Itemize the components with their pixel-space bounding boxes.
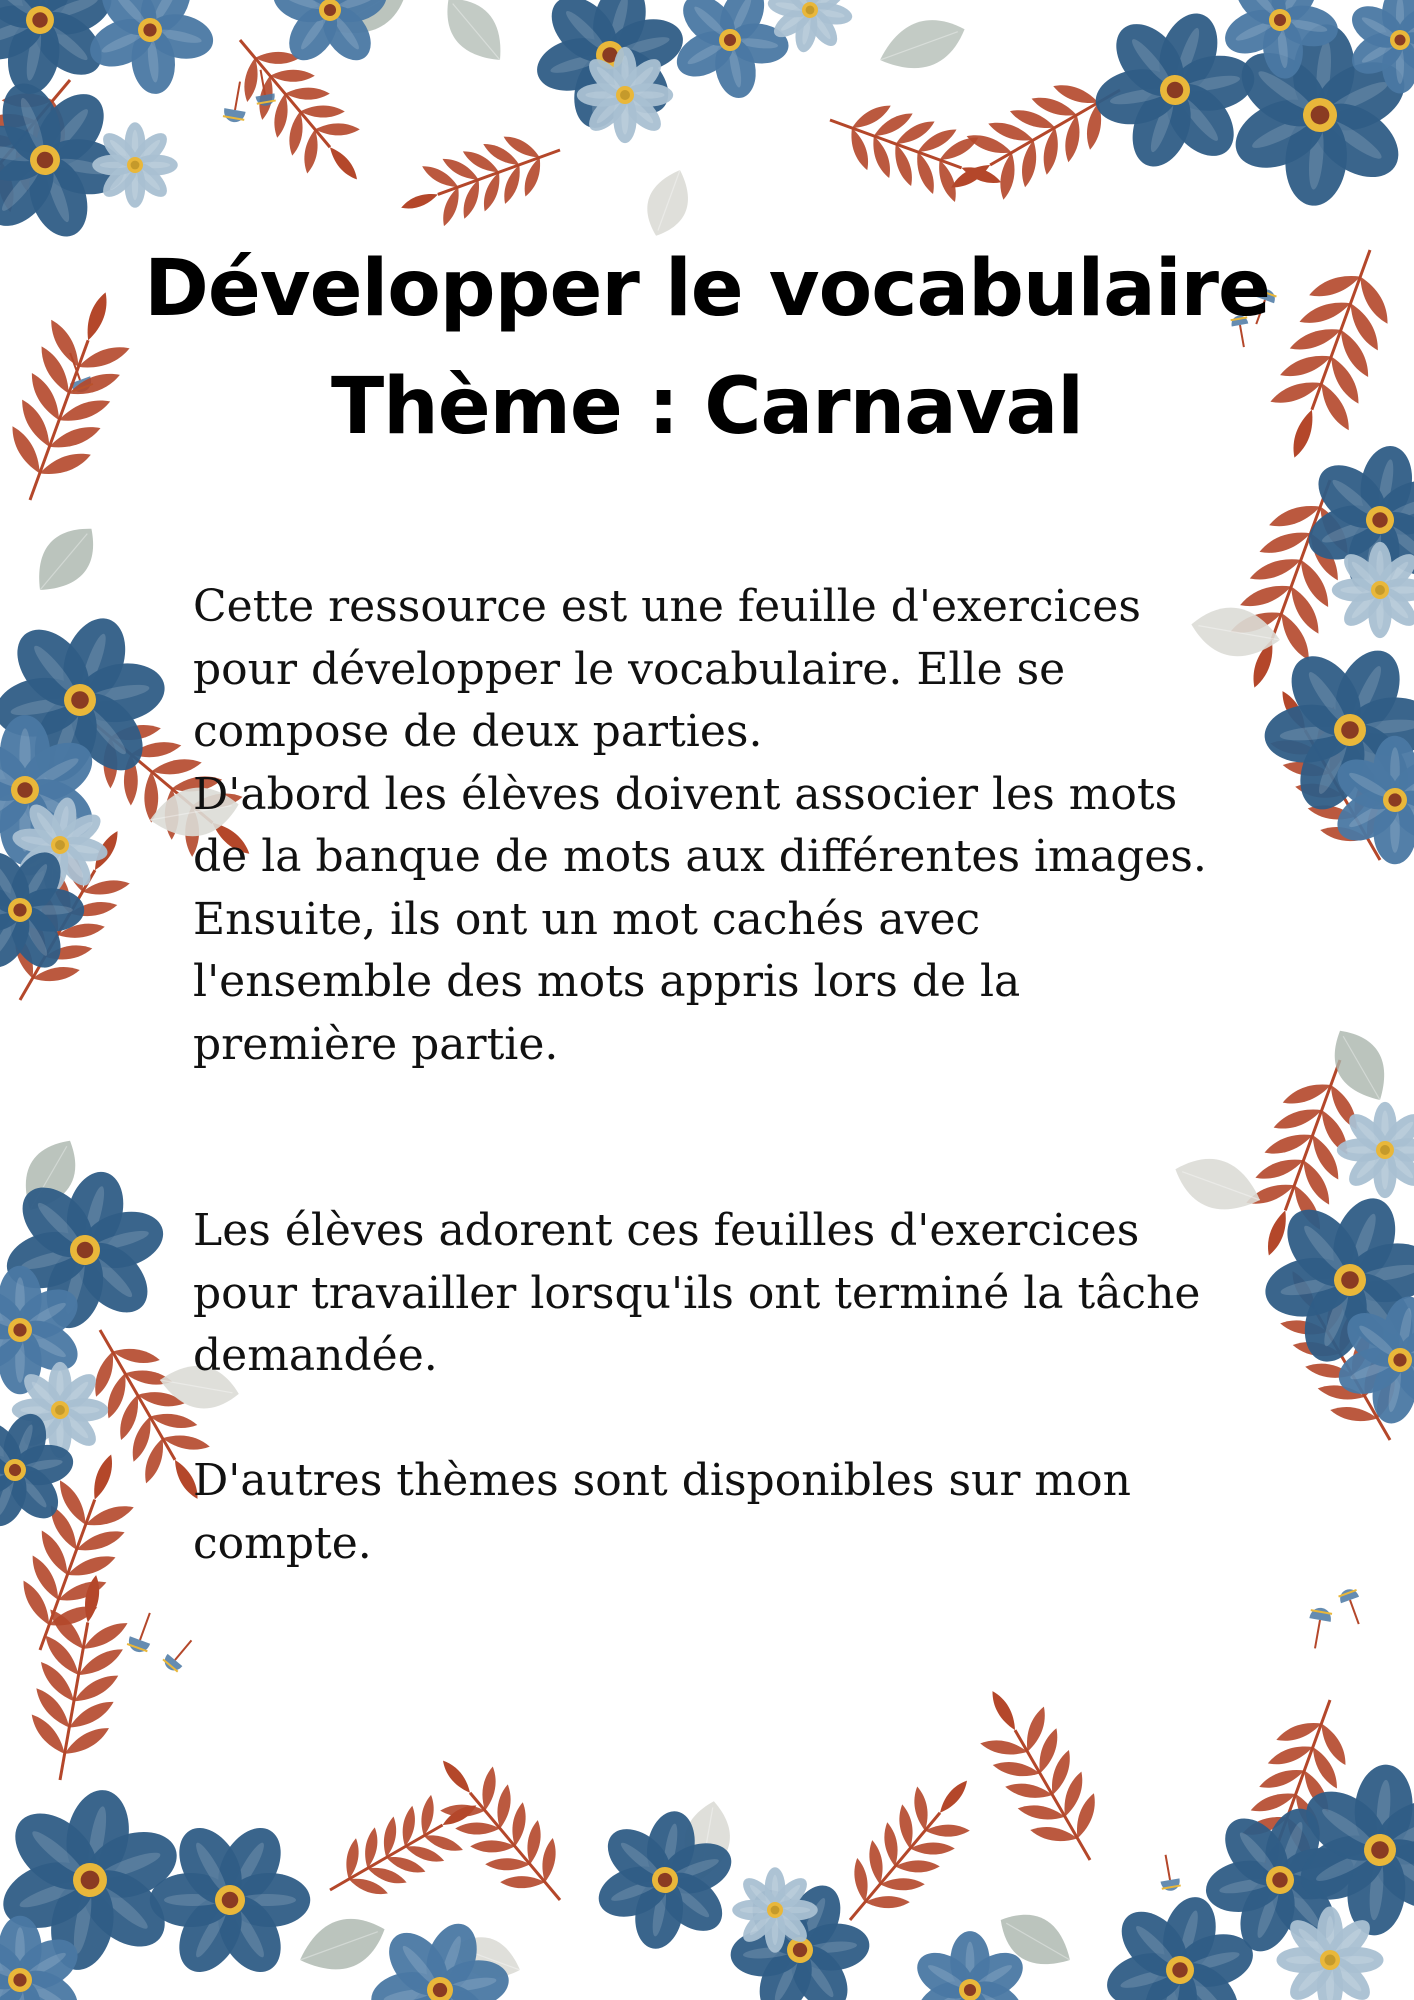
bell-flower-decoration xyxy=(1304,1606,1332,1650)
text-line: première partie. xyxy=(193,1018,559,1070)
leaf-decoration xyxy=(1321,1019,1400,1111)
bell-flower-decoration xyxy=(161,1634,199,1674)
bell-flower-decoration xyxy=(126,1609,160,1655)
leaf-decoration xyxy=(23,514,109,604)
text-line: l'ensemble des mots appris lors de la xyxy=(193,956,1021,1007)
flower-decoration xyxy=(732,1867,818,1953)
title-line-1: Développer le vocabulaire xyxy=(144,244,1270,334)
leaf-decoration xyxy=(872,8,972,81)
text-line: compte. xyxy=(193,1517,372,1569)
text-line: compose de deux parties. xyxy=(193,706,763,757)
text-line: de la banque de mots aux différentes images. xyxy=(193,831,1207,882)
more-themes-paragraph xyxy=(193,1450,1273,1575)
text-line: D'abord les élèves doivent associer les mots xyxy=(193,768,1178,820)
intro-paragraph xyxy=(193,576,1273,1076)
branch-decoration xyxy=(821,1756,997,1945)
bell-flower-decoration xyxy=(1156,1853,1181,1892)
text-line: pour développer le vocabulaire. Elle se xyxy=(193,643,1066,695)
branch-decoration xyxy=(414,1736,590,1925)
title-line-2: Thème : Carnaval xyxy=(330,362,1084,452)
text-line: Ensuite, ils ont un mot cachés avec xyxy=(193,893,981,945)
branch-decoration xyxy=(957,1671,1125,1881)
text-line: D'autres thèmes sont disponibles sur mon xyxy=(193,1455,1131,1506)
flower-decoration xyxy=(577,47,673,143)
students-paragraph xyxy=(193,1200,1273,1388)
branch-decoration xyxy=(312,1775,494,1921)
branch-decoration xyxy=(817,84,1014,218)
flower-decoration xyxy=(92,122,178,208)
text-line: Cette ressource est une feuille d'exercices xyxy=(193,581,1141,632)
text-line: Les élèves adorent ces feuilles d'exercices xyxy=(193,1205,1140,1256)
leaf-decoration xyxy=(292,1907,393,1983)
text-line: demandée. xyxy=(193,1330,438,1381)
flower-decoration xyxy=(118,1789,342,2000)
leaf-decoration xyxy=(638,163,699,242)
text-line: pour travailler lorsqu'ils ont terminé la tâche xyxy=(193,1267,1201,1319)
bell-flower-decoration xyxy=(1337,1587,1367,1628)
leaf-decoration xyxy=(432,0,516,73)
branch-decoration xyxy=(389,117,572,241)
